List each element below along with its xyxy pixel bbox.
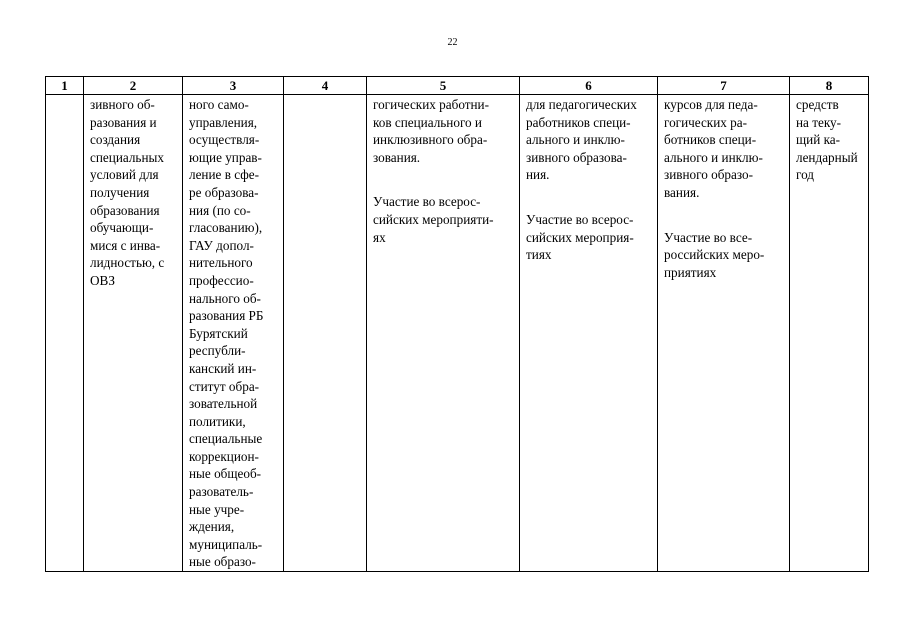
text-line: гласованию),: [189, 220, 263, 236]
text-line: на теку-: [796, 114, 842, 130]
text-line: создания: [90, 132, 141, 148]
text-line: год: [796, 167, 815, 183]
text-line: средств: [796, 97, 839, 112]
text-line: работников специ-: [526, 114, 631, 130]
text-line: приятиях: [664, 264, 717, 280]
text-line: ния.: [526, 167, 550, 183]
text-line: управления,: [189, 114, 258, 130]
cell-col-7: [658, 95, 790, 572]
page-number: 22: [447, 37, 458, 48]
cell-col-4: [284, 95, 367, 572]
text-line: лидностью, с: [90, 255, 165, 271]
document-table: [45, 76, 869, 572]
text-line: ОВЗ: [90, 272, 115, 288]
text-line: ные общеоб-: [189, 466, 262, 482]
text-line: республи-: [189, 343, 246, 359]
column-header-7: 7: [658, 77, 790, 95]
cell-text-part-a: [526, 96, 655, 184]
text-line: инклюзивного обра-: [373, 132, 488, 148]
column-header-6: 6: [520, 77, 658, 95]
cell-text-part-b: [664, 229, 787, 282]
text-line: ные образо-: [189, 554, 256, 570]
text-line: ния (по со-: [189, 202, 251, 218]
text-line: ного само-: [189, 97, 249, 112]
text-line: зивного образова-: [526, 149, 627, 165]
text-line: для педагогических: [526, 97, 637, 112]
text-line: тиях: [526, 247, 552, 263]
text-line: обучающи-: [90, 220, 154, 236]
cell-text-part-b: [526, 211, 655, 264]
text-line: зивного образо-: [664, 167, 753, 183]
column-header-8: 8: [790, 77, 869, 95]
text-line: сийских мероприя-: [526, 229, 634, 245]
text-line: гогических ра-: [664, 114, 748, 130]
text-line: ГАУ допол-: [189, 237, 254, 253]
text-line: ление в сфе-: [189, 167, 260, 183]
text-line: ального и инклю-: [526, 132, 625, 148]
text-line: вания.: [664, 184, 700, 200]
cell-col-8: [790, 95, 869, 572]
text-line: специальные: [189, 431, 263, 447]
column-header-1: 1: [46, 77, 84, 95]
cell-text: [90, 96, 180, 290]
text-line: разователь-: [189, 484, 254, 500]
text-line: ального и инклю-: [664, 149, 763, 165]
cell-text-part-b: [373, 193, 517, 246]
text-line: ющие управ-: [189, 149, 262, 165]
text-line: ститут обра-: [189, 378, 260, 394]
text-line: разования РБ: [189, 308, 264, 324]
cell-col-3: [183, 95, 284, 572]
text-line: разования и: [90, 114, 157, 130]
column-header-3: 3: [183, 77, 284, 95]
text-line: Участие во всерос-: [526, 211, 634, 227]
cell-text-part-a: [664, 96, 787, 202]
text-line: образования: [90, 202, 160, 218]
text-line: политики,: [189, 413, 246, 429]
cell-col-2: [84, 95, 183, 572]
cell-text: [796, 96, 866, 184]
text-line: нительного: [189, 255, 253, 271]
column-header-2: 2: [84, 77, 183, 95]
text-line: щий ка-: [796, 132, 841, 148]
text-line: лендарный: [796, 149, 858, 165]
cell-col-1: [46, 95, 84, 572]
text-line: получения: [90, 184, 150, 200]
cell-text: [189, 96, 281, 571]
text-line: ков специального и: [373, 114, 482, 130]
cell-col-5: [367, 95, 520, 572]
column-header-5: 5: [367, 77, 520, 95]
cell-text-part-a: [373, 96, 517, 166]
column-header-4: 4: [284, 77, 367, 95]
text-line: сийских мероприяти-: [373, 211, 494, 227]
table-header-row: [46, 77, 869, 95]
table-row: [46, 95, 869, 572]
text-line: мися с инва-: [90, 237, 161, 253]
text-line: осуществля-: [189, 132, 260, 148]
text-line: муниципаль-: [189, 536, 263, 552]
text-line: нального об-: [189, 290, 261, 306]
text-line: ждения,: [189, 519, 235, 535]
text-line: зовательной: [189, 396, 258, 412]
text-line: коррекцион-: [189, 448, 259, 464]
text-line: российских меро-: [664, 247, 765, 263]
text-line: гогических работни-: [373, 97, 490, 112]
text-line: специальных: [90, 149, 164, 165]
text-line: зивного об-: [90, 97, 155, 112]
text-line: Бурятский: [189, 325, 248, 341]
text-line: Участие во все-: [664, 229, 753, 245]
text-line: условий для: [90, 167, 159, 183]
text-line: профессио-: [189, 272, 254, 288]
text-line: ре образова-: [189, 184, 259, 200]
text-line: Участие во всерос-: [373, 194, 481, 210]
text-line: курсов для педа-: [664, 97, 758, 112]
text-line: зования.: [373, 149, 421, 165]
text-line: ях: [373, 229, 386, 245]
text-line: ботников специ-: [664, 132, 757, 148]
cell-col-6: [520, 95, 658, 572]
text-line: ные учре-: [189, 501, 245, 517]
text-line: канский ин-: [189, 360, 257, 376]
